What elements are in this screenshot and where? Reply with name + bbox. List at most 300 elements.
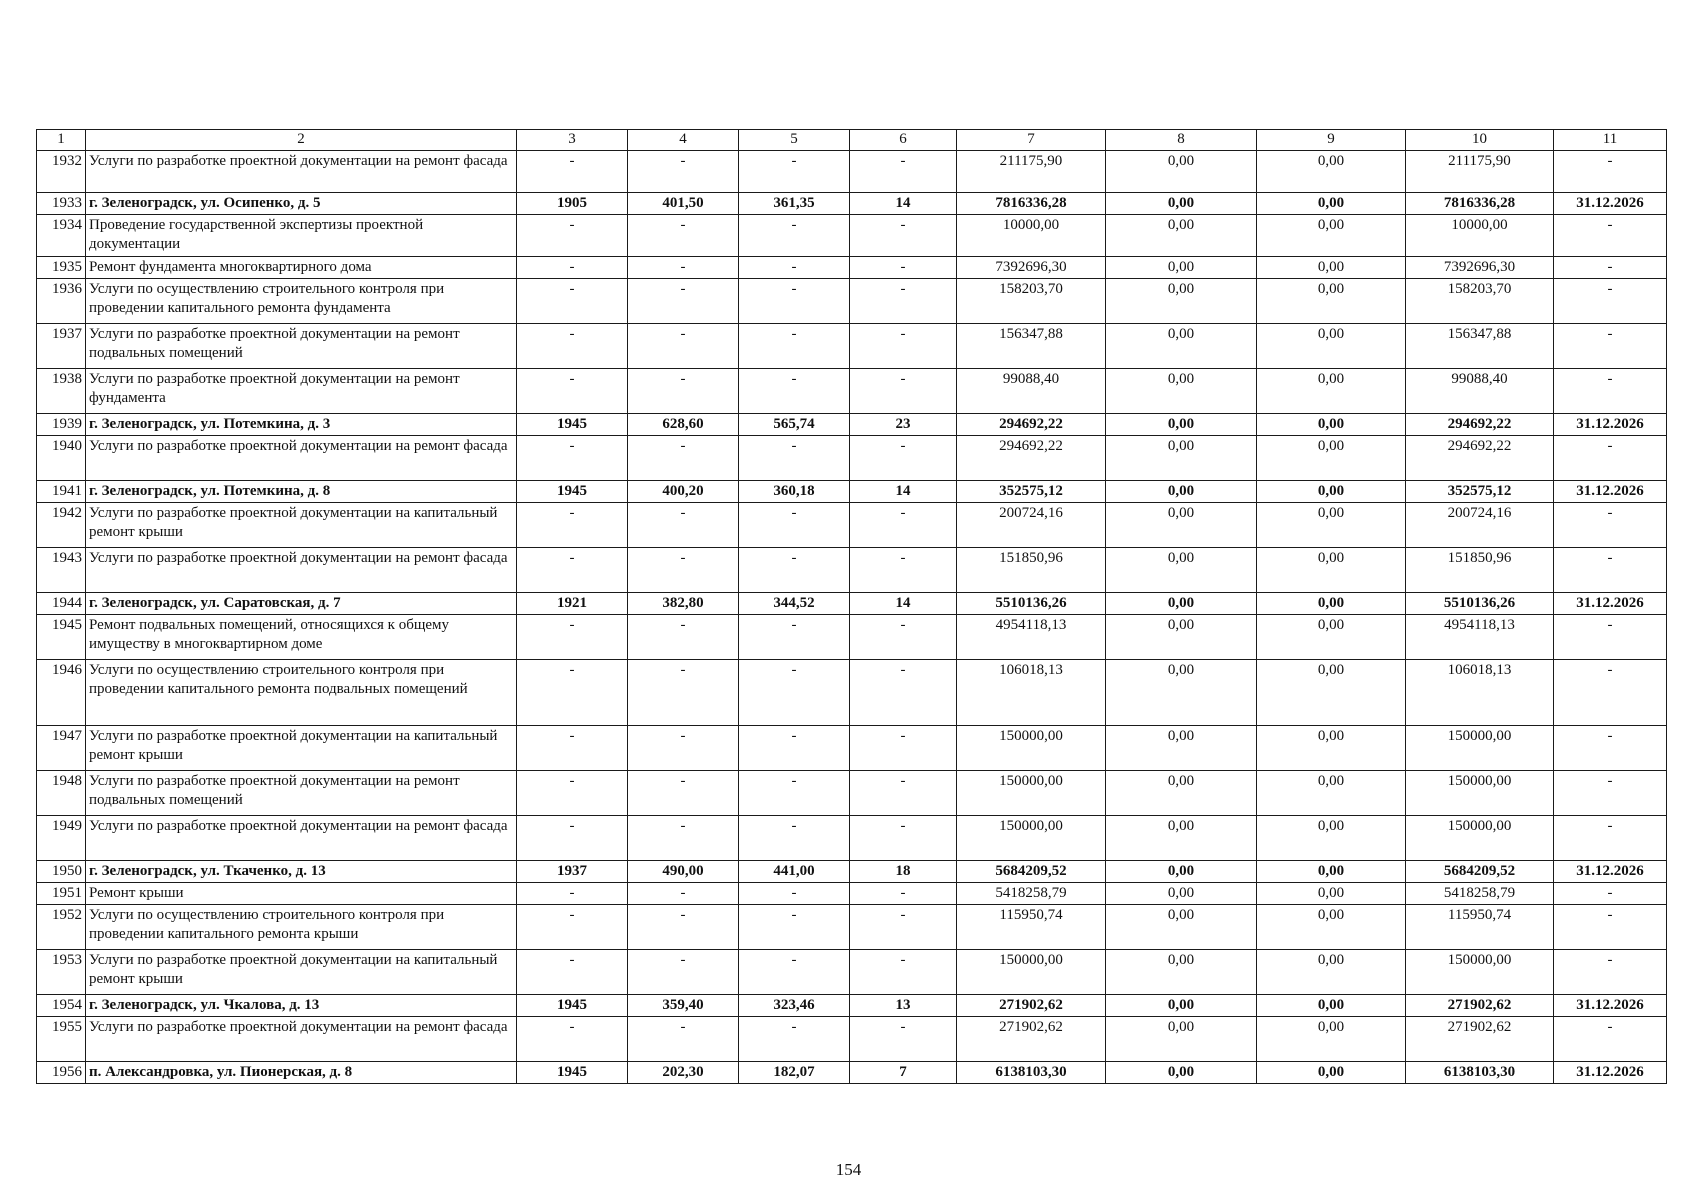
owner-funds-cell: 271902,62 (1406, 995, 1554, 1017)
row-number-cell: 1954 (37, 995, 86, 1017)
total-cost-cell: 7392696,30 (957, 257, 1106, 279)
row-number-cell: 1944 (37, 593, 86, 615)
budget-cell: 0,00 (1257, 481, 1406, 503)
total-area-cell: - (628, 726, 739, 771)
residents-cell: - (850, 436, 957, 481)
work-item-row (37, 950, 1667, 995)
description-cell: Услуги по осуществлению строительного контроля при проведении капитального ремонта фундамента (86, 279, 517, 324)
row-number-cell: 1950 (37, 861, 86, 883)
owner-funds-cell: 352575,12 (1406, 481, 1554, 503)
page-number: 154 (835, 1160, 862, 1179)
residents-cell: 14 (850, 193, 957, 215)
year-cell: - (517, 726, 628, 771)
residents-cell: 18 (850, 861, 957, 883)
total-cost-cell: 6138103,30 (957, 1062, 1106, 1084)
budget-cell: 0,00 (1257, 861, 1406, 883)
row-number-cell: 1936 (37, 279, 86, 324)
residents-cell: - (850, 215, 957, 257)
year-cell: - (517, 905, 628, 950)
fund-cell: 0,00 (1106, 503, 1257, 548)
budget-cell: 0,00 (1257, 1062, 1406, 1084)
row-number-cell: 1933 (37, 193, 86, 215)
budget-cell: 0,00 (1257, 771, 1406, 816)
year-cell: - (517, 615, 628, 660)
owner-funds-cell: 150000,00 (1406, 816, 1554, 861)
address-text: г. Зеленоградск, ул. Потемкина, д. 8 (89, 483, 331, 499)
fund-cell: 0,00 (1106, 151, 1257, 193)
residents-cell: 14 (850, 481, 957, 503)
residents-cell: - (850, 660, 957, 726)
deadline-cell: - (1554, 816, 1667, 861)
work-item-row (37, 436, 1667, 481)
owner-funds-cell: 156347,88 (1406, 324, 1554, 369)
fund-cell: 0,00 (1106, 905, 1257, 950)
year-cell: - (517, 215, 628, 257)
total-area-cell: - (628, 257, 739, 279)
work-item-row (37, 726, 1667, 771)
total-area-cell: - (628, 324, 739, 369)
description-cell (86, 193, 517, 215)
owner-funds-cell: 150000,00 (1406, 950, 1554, 995)
fund-cell: 0,00 (1106, 436, 1257, 481)
budget-cell: 0,00 (1257, 883, 1406, 905)
deadline-cell: - (1554, 369, 1667, 414)
fund-cell: 0,00 (1106, 771, 1257, 816)
row-number-cell: 1953 (37, 950, 86, 995)
total-cost-cell: 211175,90 (957, 151, 1106, 193)
fund-cell: 0,00 (1106, 481, 1257, 503)
year-cell: 1937 (517, 861, 628, 883)
living-area-cell: - (739, 905, 850, 950)
row-number-cell: 1952 (37, 905, 86, 950)
residents-cell: 14 (850, 593, 957, 615)
column-number-cell: 8 (1106, 130, 1257, 151)
year-cell: 1945 (517, 995, 628, 1017)
deadline-cell: - (1554, 215, 1667, 257)
row-number-cell: 1938 (37, 369, 86, 414)
owner-funds-cell: 211175,90 (1406, 151, 1554, 193)
total-cost-cell: 294692,22 (957, 436, 1106, 481)
deadline-cell: 31.12.2026 (1554, 414, 1667, 436)
deadline-cell: - (1554, 615, 1667, 660)
address-text: г. Зеленоградск, ул. Осипенко, д. 5 (89, 195, 321, 211)
fund-cell: 0,00 (1106, 279, 1257, 324)
description-cell: Услуги по разработке проектной документации на ремонт подвальных помещений (86, 771, 517, 816)
owner-funds-cell: 10000,00 (1406, 215, 1554, 257)
deadline-cell: 31.12.2026 (1554, 861, 1667, 883)
budget-cell: 0,00 (1257, 279, 1406, 324)
deadline-cell: - (1554, 279, 1667, 324)
description-cell: Услуги по разработке проектной документации на капитальный ремонт крыши (86, 726, 517, 771)
living-area-cell: - (739, 151, 850, 193)
owner-funds-cell: 7816336,28 (1406, 193, 1554, 215)
work-item-row (37, 369, 1667, 414)
description-cell: Услуги по разработке проектной документации на ремонт фундамента (86, 369, 517, 414)
living-area-cell: - (739, 548, 850, 593)
total-area-cell: 490,00 (628, 861, 739, 883)
year-cell: 1905 (517, 193, 628, 215)
row-number-cell: 1947 (37, 726, 86, 771)
address-row (37, 414, 1667, 436)
year-cell: - (517, 369, 628, 414)
owner-funds-cell: 200724,16 (1406, 503, 1554, 548)
total-cost-cell: 156347,88 (957, 324, 1106, 369)
work-item-row (37, 1017, 1667, 1062)
budget-cell: 0,00 (1257, 257, 1406, 279)
year-cell: - (517, 257, 628, 279)
total-cost-cell: 158203,70 (957, 279, 1106, 324)
fund-cell: 0,00 (1106, 950, 1257, 995)
column-number-cell: 1 (37, 130, 86, 151)
total-cost-cell: 5418258,79 (957, 883, 1106, 905)
owner-funds-cell: 5684209,52 (1406, 861, 1554, 883)
budget-cell: 0,00 (1257, 660, 1406, 726)
deadline-cell: - (1554, 503, 1667, 548)
owner-funds-cell: 158203,70 (1406, 279, 1554, 324)
address-text: п. Александровка, ул. Пионерская, д. 8 (89, 1064, 353, 1080)
total-cost-cell: 294692,22 (957, 414, 1106, 436)
total-cost-cell: 99088,40 (957, 369, 1106, 414)
living-area-cell: - (739, 436, 850, 481)
fund-cell: 0,00 (1106, 324, 1257, 369)
address-row (37, 1062, 1667, 1084)
row-number-cell: 1951 (37, 883, 86, 905)
deadline-cell: - (1554, 660, 1667, 726)
description-cell: Ремонт подвальных помещений, относящихся к общему имуществу в многоквартирном доме (86, 615, 517, 660)
deadline-cell: 31.12.2026 (1554, 1062, 1667, 1084)
row-number-cell: 1955 (37, 1017, 86, 1062)
deadline-cell: 31.12.2026 (1554, 593, 1667, 615)
residents-cell: - (850, 151, 957, 193)
year-cell: - (517, 151, 628, 193)
living-area-cell: - (739, 257, 850, 279)
column-number-row (37, 130, 1667, 151)
row-number-cell: 1940 (37, 436, 86, 481)
description-cell: Услуги по осуществлению строительного контроля при проведении капитального ремонта подвальных помещений (86, 660, 517, 726)
description-cell (86, 1062, 517, 1084)
total-cost-cell: 106018,13 (957, 660, 1106, 726)
total-cost-cell: 271902,62 (957, 995, 1106, 1017)
deadline-cell: - (1554, 726, 1667, 771)
work-item-row (37, 883, 1667, 905)
work-item-row (37, 660, 1667, 726)
fund-cell: 0,00 (1106, 660, 1257, 726)
description-cell (86, 414, 517, 436)
total-area-cell: 202,30 (628, 1062, 739, 1084)
total-area-cell: 382,80 (628, 593, 739, 615)
living-area-cell: - (739, 215, 850, 257)
row-number-cell: 1943 (37, 548, 86, 593)
column-number-cell: 4 (628, 130, 739, 151)
address-row (37, 593, 1667, 615)
residents-cell: - (850, 816, 957, 861)
year-cell: - (517, 950, 628, 995)
row-number-cell: 1956 (37, 1062, 86, 1084)
deadline-cell: 31.12.2026 (1554, 995, 1667, 1017)
total-area-cell: - (628, 771, 739, 816)
description-cell (86, 481, 517, 503)
deadline-cell: - (1554, 950, 1667, 995)
work-item-row (37, 279, 1667, 324)
residents-cell: - (850, 883, 957, 905)
total-area-cell: - (628, 950, 739, 995)
owner-funds-cell: 4954118,13 (1406, 615, 1554, 660)
row-number-cell: 1949 (37, 816, 86, 861)
capital-repair-table (36, 129, 1667, 1084)
total-cost-cell: 7816336,28 (957, 193, 1106, 215)
row-number-cell: 1937 (37, 324, 86, 369)
living-area-cell: - (739, 615, 850, 660)
total-cost-cell: 115950,74 (957, 905, 1106, 950)
budget-cell: 0,00 (1257, 995, 1406, 1017)
owner-funds-cell: 6138103,30 (1406, 1062, 1554, 1084)
total-cost-cell: 150000,00 (957, 726, 1106, 771)
budget-cell: 0,00 (1257, 950, 1406, 995)
description-cell: Услуги по разработке проектной документации на ремонт фасада (86, 151, 517, 193)
total-cost-cell: 10000,00 (957, 215, 1106, 257)
description-cell: Услуги по разработке проектной документации на ремонт фасада (86, 816, 517, 861)
owner-funds-cell: 294692,22 (1406, 436, 1554, 481)
total-area-cell: 359,40 (628, 995, 739, 1017)
address-row (37, 193, 1667, 215)
work-item-row (37, 771, 1667, 816)
work-item-row (37, 324, 1667, 369)
deadline-cell: - (1554, 883, 1667, 905)
total-area-cell: 401,50 (628, 193, 739, 215)
budget-cell: 0,00 (1257, 151, 1406, 193)
description-cell (86, 861, 517, 883)
total-area-cell: - (628, 279, 739, 324)
row-number-cell: 1939 (37, 414, 86, 436)
fund-cell: 0,00 (1106, 548, 1257, 593)
total-cost-cell: 352575,12 (957, 481, 1106, 503)
address-row (37, 481, 1667, 503)
work-item-row (37, 816, 1667, 861)
owner-funds-cell: 150000,00 (1406, 726, 1554, 771)
deadline-cell: - (1554, 771, 1667, 816)
owner-funds-cell: 106018,13 (1406, 660, 1554, 726)
description-cell: Услуги по осуществлению строительного контроля при проведении капитального ремонта крыши (86, 905, 517, 950)
total-cost-cell: 5684209,52 (957, 861, 1106, 883)
total-area-cell: - (628, 1017, 739, 1062)
residents-cell: - (850, 257, 957, 279)
row-number-cell: 1948 (37, 771, 86, 816)
budget-cell: 0,00 (1257, 193, 1406, 215)
total-area-cell: - (628, 660, 739, 726)
owner-funds-cell: 294692,22 (1406, 414, 1554, 436)
year-cell: - (517, 1017, 628, 1062)
residents-cell: - (850, 503, 957, 548)
year-cell: 1945 (517, 481, 628, 503)
fund-cell: 0,00 (1106, 1017, 1257, 1062)
total-area-cell: - (628, 151, 739, 193)
description-cell: Услуги по разработке проектной документации на ремонт фасада (86, 548, 517, 593)
residents-cell: - (850, 548, 957, 593)
owner-funds-cell: 5510136,26 (1406, 593, 1554, 615)
fund-cell: 0,00 (1106, 995, 1257, 1017)
address-text: г. Зеленоградск, ул. Потемкина, д. 3 (89, 416, 331, 432)
budget-cell: 0,00 (1257, 215, 1406, 257)
deadline-cell: - (1554, 436, 1667, 481)
total-cost-cell: 150000,00 (957, 771, 1106, 816)
budget-cell: 0,00 (1257, 816, 1406, 861)
budget-cell: 0,00 (1257, 436, 1406, 481)
year-cell: - (517, 324, 628, 369)
total-area-cell: - (628, 883, 739, 905)
residents-cell: - (850, 950, 957, 995)
row-number-cell: 1945 (37, 615, 86, 660)
column-number-cell: 2 (86, 130, 517, 151)
description-cell: Ремонт крыши (86, 883, 517, 905)
living-area-cell: 360,18 (739, 481, 850, 503)
row-number-cell: 1942 (37, 503, 86, 548)
total-cost-cell: 200724,16 (957, 503, 1106, 548)
description-cell: Услуги по разработке проектной документации на капитальный ремонт крыши (86, 950, 517, 995)
residents-cell: - (850, 905, 957, 950)
total-area-cell: - (628, 436, 739, 481)
year-cell: - (517, 548, 628, 593)
owner-funds-cell: 151850,96 (1406, 548, 1554, 593)
fund-cell: 0,00 (1106, 414, 1257, 436)
total-area-cell: 628,60 (628, 414, 739, 436)
deadline-cell: 31.12.2026 (1554, 481, 1667, 503)
address-row (37, 995, 1667, 1017)
description-cell (86, 995, 517, 1017)
fund-cell: 0,00 (1106, 883, 1257, 905)
year-cell: - (517, 660, 628, 726)
residents-cell: - (850, 615, 957, 660)
row-number-cell: 1932 (37, 151, 86, 193)
living-area-cell: 323,46 (739, 995, 850, 1017)
budget-cell: 0,00 (1257, 593, 1406, 615)
residents-cell: 13 (850, 995, 957, 1017)
work-item-row (37, 503, 1667, 548)
budget-cell: 0,00 (1257, 905, 1406, 950)
year-cell: - (517, 503, 628, 548)
row-number-cell: 1941 (37, 481, 86, 503)
work-item-row (37, 257, 1667, 279)
year-cell: - (517, 279, 628, 324)
total-cost-cell: 4954118,13 (957, 615, 1106, 660)
residents-cell: 23 (850, 414, 957, 436)
budget-cell: 0,00 (1257, 324, 1406, 369)
work-item-row (37, 615, 1667, 660)
residents-cell: - (850, 1017, 957, 1062)
work-item-row (37, 151, 1667, 193)
fund-cell: 0,00 (1106, 593, 1257, 615)
fund-cell: 0,00 (1106, 615, 1257, 660)
living-area-cell: 361,35 (739, 193, 850, 215)
living-area-cell: - (739, 950, 850, 995)
address-text: г. Зеленоградск, ул. Ткаченко, д. 13 (89, 863, 326, 879)
total-area-cell: - (628, 615, 739, 660)
budget-cell: 0,00 (1257, 503, 1406, 548)
total-area-cell: - (628, 816, 739, 861)
row-number-cell: 1934 (37, 215, 86, 257)
year-cell: - (517, 883, 628, 905)
budget-cell: 0,00 (1257, 726, 1406, 771)
owner-funds-cell: 150000,00 (1406, 771, 1554, 816)
residents-cell: - (850, 279, 957, 324)
deadline-cell: - (1554, 324, 1667, 369)
owner-funds-cell: 5418258,79 (1406, 883, 1554, 905)
fund-cell: 0,00 (1106, 861, 1257, 883)
description-cell: Услуги по разработке проектной документации на ремонт фасада (86, 436, 517, 481)
description-cell: Услуги по разработке проектной документации на ремонт фасада (86, 1017, 517, 1062)
fund-cell: 0,00 (1106, 257, 1257, 279)
year-cell: 1921 (517, 593, 628, 615)
year-cell: 1945 (517, 414, 628, 436)
address-text: г. Зеленоградск, ул. Саратовская, д. 7 (89, 595, 341, 611)
year-cell: - (517, 771, 628, 816)
fund-cell: 0,00 (1106, 816, 1257, 861)
living-area-cell: 182,07 (739, 1062, 850, 1084)
year-cell: - (517, 436, 628, 481)
owner-funds-cell: 7392696,30 (1406, 257, 1554, 279)
year-cell: 1945 (517, 1062, 628, 1084)
living-area-cell: - (739, 369, 850, 414)
total-cost-cell: 150000,00 (957, 950, 1106, 995)
description-cell: Услуги по разработке проектной документации на капитальный ремонт крыши (86, 503, 517, 548)
budget-cell: 0,00 (1257, 414, 1406, 436)
register-sheet (36, 129, 1666, 1084)
column-number-cell: 7 (957, 130, 1106, 151)
total-area-cell: - (628, 548, 739, 593)
year-cell: - (517, 816, 628, 861)
total-area-cell: 400,20 (628, 481, 739, 503)
fund-cell: 0,00 (1106, 193, 1257, 215)
deadline-cell: - (1554, 257, 1667, 279)
budget-cell: 0,00 (1257, 1017, 1406, 1062)
living-area-cell: - (739, 816, 850, 861)
description-cell (86, 593, 517, 615)
residents-cell: - (850, 771, 957, 816)
row-number-cell: 1946 (37, 660, 86, 726)
total-area-cell: - (628, 215, 739, 257)
row-number-cell: 1935 (37, 257, 86, 279)
living-area-cell: 441,00 (739, 861, 850, 883)
owner-funds-cell: 99088,40 (1406, 369, 1554, 414)
owner-funds-cell: 271902,62 (1406, 1017, 1554, 1062)
living-area-cell: - (739, 279, 850, 324)
description-cell: Услуги по разработке проектной документации на ремонт подвальных помещений (86, 324, 517, 369)
fund-cell: 0,00 (1106, 369, 1257, 414)
budget-cell: 0,00 (1257, 615, 1406, 660)
living-area-cell: - (739, 324, 850, 369)
total-cost-cell: 271902,62 (957, 1017, 1106, 1062)
total-area-cell: - (628, 503, 739, 548)
residents-cell: - (850, 726, 957, 771)
column-number-cell: 3 (517, 130, 628, 151)
total-cost-cell: 150000,00 (957, 816, 1106, 861)
residents-cell: 7 (850, 1062, 957, 1084)
total-area-cell: - (628, 369, 739, 414)
address-row (37, 861, 1667, 883)
column-number-cell: 11 (1554, 130, 1667, 151)
living-area-cell: - (739, 660, 850, 726)
work-item-row (37, 215, 1667, 257)
description-cell: Ремонт фундамента многоквартирного дома (86, 257, 517, 279)
fund-cell: 0,00 (1106, 726, 1257, 771)
address-text: г. Зеленоградск, ул. Чкалова, д. 13 (89, 997, 320, 1013)
column-number-cell: 9 (1257, 130, 1406, 151)
budget-cell: 0,00 (1257, 548, 1406, 593)
column-number-cell: 10 (1406, 130, 1554, 151)
column-number-cell: 6 (850, 130, 957, 151)
deadline-cell: - (1554, 905, 1667, 950)
living-area-cell: 565,74 (739, 414, 850, 436)
living-area-cell: 344,52 (739, 593, 850, 615)
